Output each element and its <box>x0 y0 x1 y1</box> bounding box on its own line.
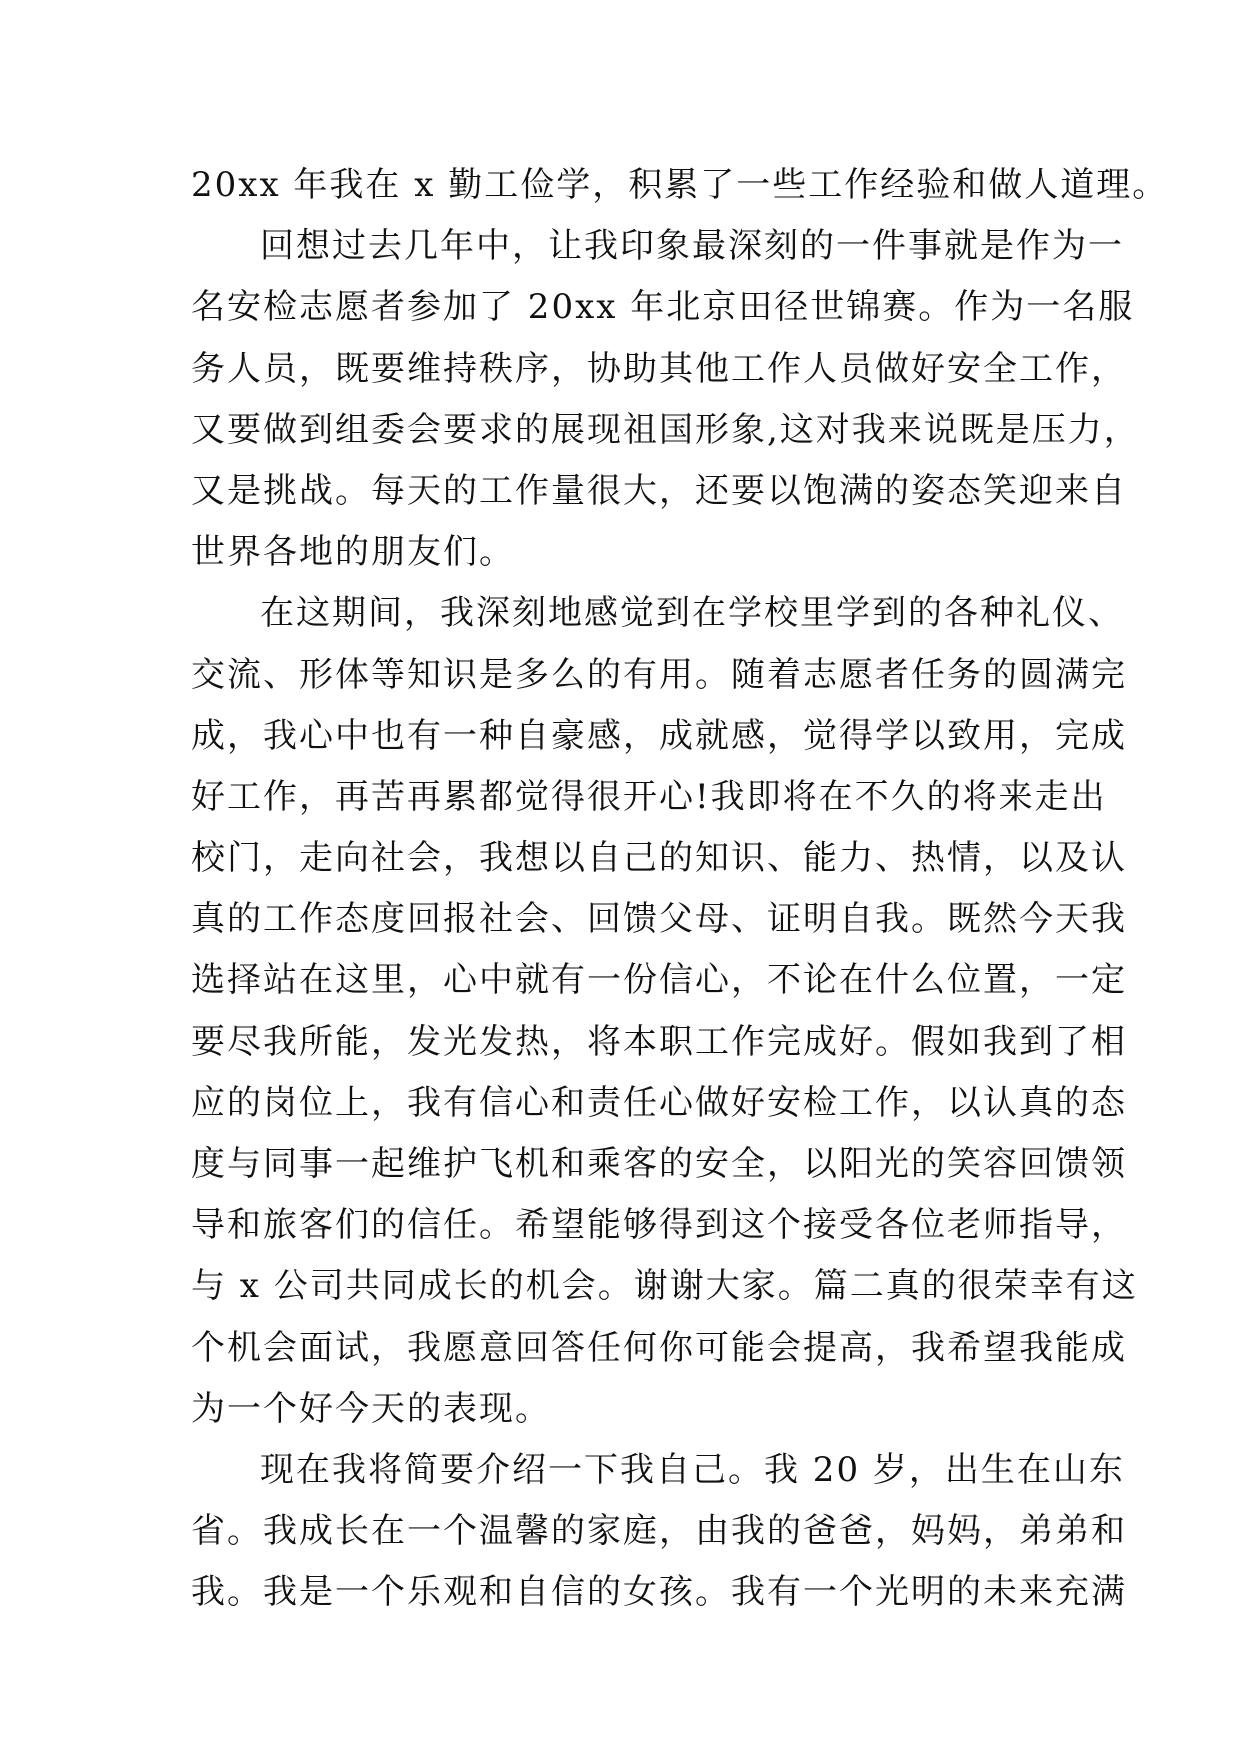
text-line: 度与同事一起维护飞机和乘客的安全，以阳光的笑容回馈领 <box>191 1144 1127 1184</box>
text-line: 交流、形体等知识是多么的有用。随着志愿者任务的圆满完 <box>191 654 1127 695</box>
text-line: 世界各地的朋友们。 <box>191 532 515 573</box>
text-line: 导和旅客们的信任。希望能够得到这个接受各位老师指导， <box>191 1205 1127 1246</box>
text-line: 真的工作态度回报社会、回馈父母、证明自我。既然今天我 <box>191 899 1127 940</box>
body-text <box>191 155 1169 1624</box>
text-line: 名安检志愿者参加了 20xx 年北京田径世锦赛。作为一名服 <box>191 287 1135 328</box>
text-line: 校门，走向社会，我想以自己的知识、能力、热情，以及认 <box>191 838 1127 879</box>
text-line: 又是挑战。每天的工作量很大，还要以饱满的姿态笑迎来自 <box>191 470 1127 511</box>
text-line: 省。我成长在一个温馨的家庭，由我的爸爸，妈妈，弟弟和 <box>191 1511 1127 1552</box>
text-line: 务人员，既要维持秩序，协助其他工作人员做好安全工作， <box>191 348 1127 389</box>
text-line: 应的岗位上，我有信心和责任心做好安检工作，以认真的态 <box>191 1082 1127 1123</box>
paragraph-start-line: 现在我将简要介绍一下我自己。我 20 岁，出生在山东 <box>260 1449 1125 1490</box>
text-line: 好工作，再苦再累都觉得很开心!我即将在不久的将来走出 <box>191 776 1107 817</box>
text-line: 要尽我所能，发光发热，将本职工作完成好。假如我到了相 <box>191 1021 1127 1062</box>
text-line: 与 x 公司共同成长的机会。谢谢大家。篇二真的很荣幸有这 <box>191 1266 1138 1307</box>
text-line: 个机会面试，我愿意回答任何你可能会提高，我希望我能成 <box>191 1327 1127 1368</box>
text-line: 选择站在这里，心中就有一份信心，不论在什么位置，一定 <box>191 960 1127 1001</box>
paragraph-start-line: 回想过去几年中，让我印象最深刻的一件事就是作为一 <box>260 226 1124 267</box>
text-line: 我。我是一个乐观和自信的女孩。我有一个光明的未来充满 <box>191 1572 1127 1613</box>
text-line: 20xx 年我在 x 勤工俭学，积累了一些工作经验和做人道理。 <box>191 165 1169 205</box>
paragraph-start-line: 在这期间，我深刻地感觉到在学校里学到的各种礼仪、 <box>260 593 1124 634</box>
text-line: 为一个好今天的表现。 <box>191 1388 551 1429</box>
text-line: 成，我心中也有一种自豪感，成就感，觉得学以致用，完成 <box>191 715 1127 756</box>
text-line: 又要做到组委会要求的展现祖国形象,这对我来说既是压力， <box>191 409 1140 450</box>
